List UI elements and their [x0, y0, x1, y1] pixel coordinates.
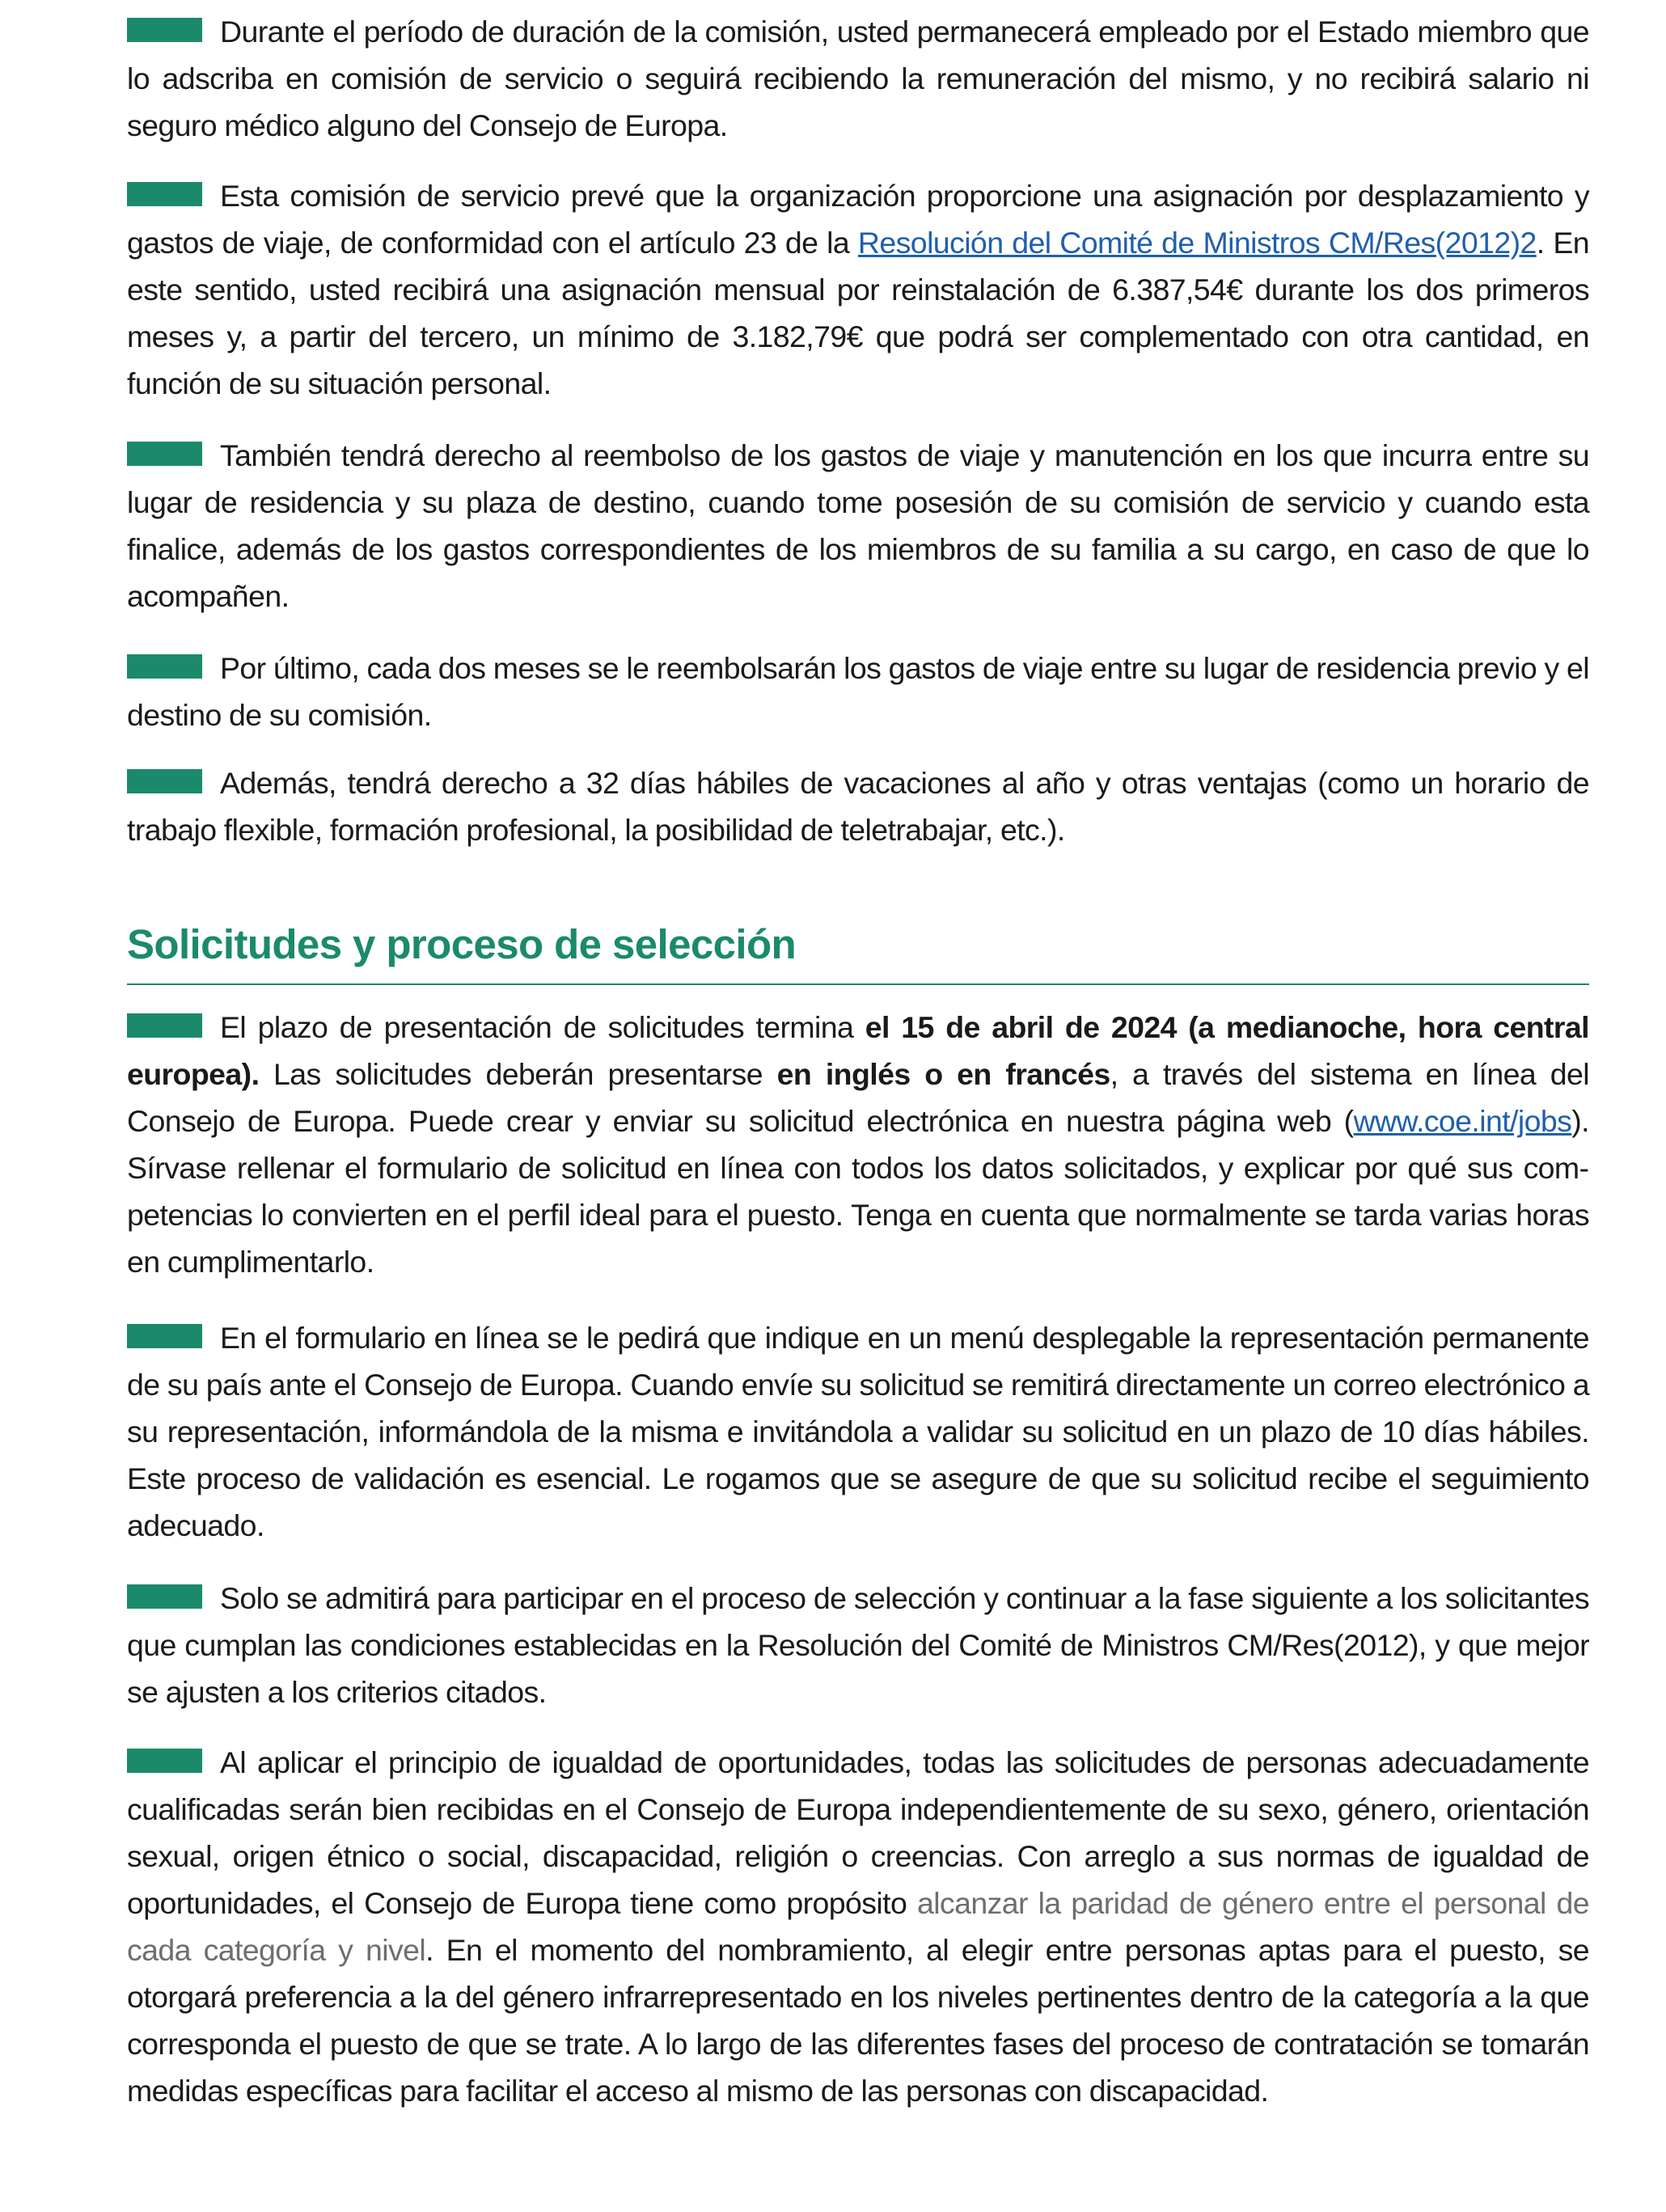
paragraph-allowance — [127, 172, 1589, 407]
paragraph-admission — [127, 1575, 1589, 1715]
paragraph-text: ). Sírvase rellenar el formulario de solicitud en línea con todos los datos solicitados, y explicar por qué sus competencias lo convierten en el perfil ideal para el puesto. Tenga en cuenta que normalmente se tarda varias horas en cumplimentarlo. — [127, 1104, 1589, 1279]
paragraph-text: Al aplicar el principio de igualdad de oportunidades, todas las solicitudes de personas adecuadamente cualificadas serán bien recibidas en el Consejo de Europa independientemente de su sexo, género, orientación sexual, origen étnico o social, discapacidad, religión o creencias. Con arreglo a sus normas de igualdad de oportunidades, el Consejo de Europa tiene como propósito — [127, 1745, 1589, 1920]
paragraph-holidays — [127, 759, 1589, 853]
bullet-marker — [127, 1324, 202, 1348]
deadline-date: el 15 de abril de 2024 (a medianoche, hora central europea). — [127, 1010, 1589, 1091]
paragraph-text: El plazo de presentación de solicitudes termina — [220, 1010, 865, 1044]
bullet-marker — [127, 1749, 202, 1773]
paragraph-text: Durante el período de duración de la comisión, usted permanecerá empleado por el Estado miembro que lo adscriba en comisión de servicio o seguirá recibiendo la remuneración del mismo, y no recibirá salario ni seguro médico alguno del Consejo de Europa. — [127, 15, 1589, 142]
paragraph-employment — [127, 8, 1589, 149]
bullet-marker — [127, 442, 202, 466]
bullet-marker — [127, 18, 202, 42]
paragraph-text: Esta comisión de servicio prevé que la organización proporcione una asignación por desplazamiento y gastos de viaje, de conformidad con el artículo 23 de la — [127, 179, 1589, 260]
bullet-marker — [127, 654, 202, 679]
bullet-marker — [127, 182, 202, 206]
paragraph-validation — [127, 1314, 1589, 1549]
paragraph-equal-opportunities — [127, 1739, 1589, 2114]
paragraph-text: Por último, cada dos meses se le reembolsarán los gastos de viaje entre su lugar de residencia previo y el destino de su comisión. — [127, 651, 1589, 732]
paragraph-text: Solo se admitirá para participar en el proceso de selección y continuar a la fase siguiente a los solicitantes que cumplan las condiciones establecidas en la Resolución del Comité de Ministros CM/Res(2012), y que mejor se ajusten a los criterios citados. — [127, 1581, 1589, 1709]
paragraph-text: Las solicitudes deberán presentarse — [259, 1057, 777, 1091]
section-title: Solicitudes y proceso de selección — [127, 921, 797, 967]
paragraph-deadline — [127, 1004, 1589, 1285]
paragraph-text: . En el momento del nombramiento, al elegir entre personas aptas para el puesto, se otorgará preferencia a la del género infrarrepresentado en los niveles pertinentes dentro de la categoría a la que corresponda el puesto de que se trate. A lo largo de las diferentes fases del proceso de contratación se tomarán medidas específicas para facilitar el acceso al mismo de las personas con discapacidad. — [127, 1933, 1589, 2108]
paragraph-text: , a través del sistema en línea del Consejo de Europa. Puede crear y enviar su solicitud electrónica en nuestra página web ( — [127, 1057, 1590, 1138]
bullet-marker — [127, 1584, 202, 1609]
gender-parity-phrase: alcanzar la paridad de género entre el personal de cada categoría y nivel — [127, 1886, 1589, 1967]
coe-jobs-link[interactable]: www.coe.int/jobs — [1353, 1104, 1572, 1138]
paragraph-text: . En este sentido, usted recibirá una asignación mensual por reinstalación de 6.387,54€ durante los dos primeros meses y, a partir del tercero, un mínimo de 3.182,79€ que podrá ser complementado con otra cantidad, en función de su situación personal. — [127, 226, 1589, 400]
paragraph-text: Además, tendrá derecho a 32 días hábiles de vacaciones al año y otras ventajas (como un horario de trabajo flexible, formación profesional, la posibilidad de teletrabajar, etc.). — [127, 766, 1589, 847]
bullet-marker — [127, 769, 202, 793]
paragraph-bimonthly-travel — [127, 645, 1589, 738]
languages-emphasis: en inglés o en francés — [776, 1057, 1110, 1091]
paragraph-text: En el formulario en línea se le pedirá que indique en un menú desplegable la representación permanente de su país ante el Consejo de Europa. Cuando envíe su solicitud se remitirá directamente un correo electrónico a su representación, informándola de la misma e invitándola a validar su solicitud en un plazo de 10 días hábiles. Este proceso de validación es esencial. Le rogamos que se asegure de que su solicitud recibe el seguimiento adecuado. — [127, 1321, 1589, 1542]
paragraph-text: También tendrá derecho al reembolso de los gastos de viaje y manutención en los que incurra entre su lugar de residencia y su plaza de destino, cuando tome posesión de su comisión de servicio y cuando esta finalice, además de los gastos correspondientes de los miembros de su familia a su cargo, en caso de que lo acompañen. — [127, 438, 1589, 613]
bullet-marker — [127, 1013, 202, 1038]
resolution-link[interactable]: Resolución del Comité de Ministros CM/Res(2012)2 — [857, 226, 1537, 260]
section-divider — [127, 983, 1589, 985]
paragraph-travel-reimbursement — [127, 432, 1589, 620]
